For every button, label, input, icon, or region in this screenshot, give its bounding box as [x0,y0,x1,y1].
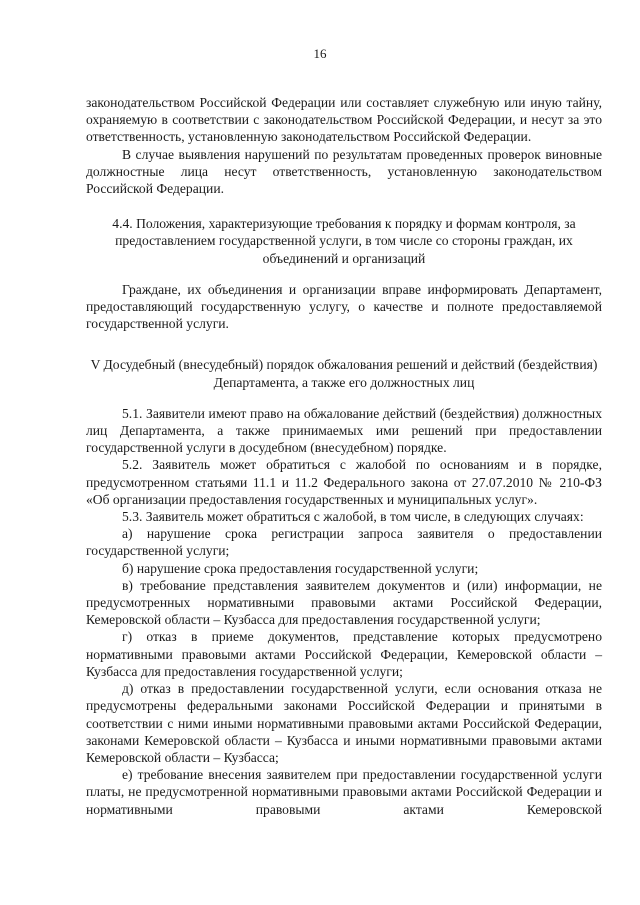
list-item-e: е) требование внесения заявителем при предоставлении государственной услуги платы, не предусмотренной нормативными правовыми актами Российской Федерации и нормативными правовыми актами Кемеровской [86,767,602,817]
page-number: 16 [313,46,327,61]
list-item-b: б) нарушение срока предоставления государственной услуги; [122,560,479,576]
document-body [86,94,602,818]
paragraph-5-1: 5.1. Заявители имеют право на обжалование действий (бездействия) должностных лиц Департамента, а также принимаемых ими решений при предоставлении государственной услуги в досудебном (внесудебном) порядке. [86,405,602,456]
section-heading-v: V Досудебный (внесудебный) порядок обжалования решений и действий (бездействия) Департамента, а также его должностных лиц [90,357,598,390]
section-heading-4-4: 4.4. Положения, характеризующие требования к порядку и формам контроля, за предоставлением государственной услуги, в том числе со стороны граждан, их объединений и организаций [112,216,576,266]
paragraph-citizens: Граждане, их объединения и организации вправе информировать Департамент, предоставляющий государственную услугу, о качестве и полноте предоставляемой государственной услуги. [86,281,602,332]
paragraph-5-3: 5.3. Заявитель может обратиться с жалобой, в том числе, в следующих случаях: [122,509,584,525]
list-item-d: д) отказ в предоставлении государственной услуги, если основания отказа не предусмотрены федеральными законами Российской Федерации и принятыми в соответствии с ними иными нормативными правовыми актами Российской Федерации, законами Кемеровской области – Кузбасса и иными нормативными правовыми актами Кемеровской области – Кузбасса; [86,681,602,765]
list-item-a: а) нарушение срока регистрации запроса заявителя о предоставлении государственной услуги; [86,526,602,559]
paragraph-confidentiality: законодательством Российской Федерации или составляет служебную или иную тайну, охраняемую в соответствии с законодательством Российской Федерации, и несут за это ответственность, установленную законодательством Российской Федерации. [86,95,602,145]
list-item-v: в) требование представления заявителем документов и (или) информации, не предусмотренных нормативными правовыми актами Российской Федерации, Кемеровской области – Кузбасса для предоставления государственной услуги; [86,577,602,628]
list-item-g: г) отказ в приеме документов, представление которых предусмотрено нормативными правовыми актами Российской Федерации, Кемеровской области – Кузбасса для предоставления государственной услуги; [86,629,602,679]
paragraph-5-2: 5.2. Заявитель может обратиться с жалобой по основаниям и в порядке, предусмотренном статьями 11.1 и 11.2 Федерального закона от 27.07.2010 № 210-ФЗ «Об организации предоставления государственных и муниципальных услуг». [86,457,602,507]
paragraph-violations: В случае выявления нарушений по результатам проведенных проверок виновные должностные лица несут ответственность, установленную законодательством Российской Федерации. [86,146,602,197]
